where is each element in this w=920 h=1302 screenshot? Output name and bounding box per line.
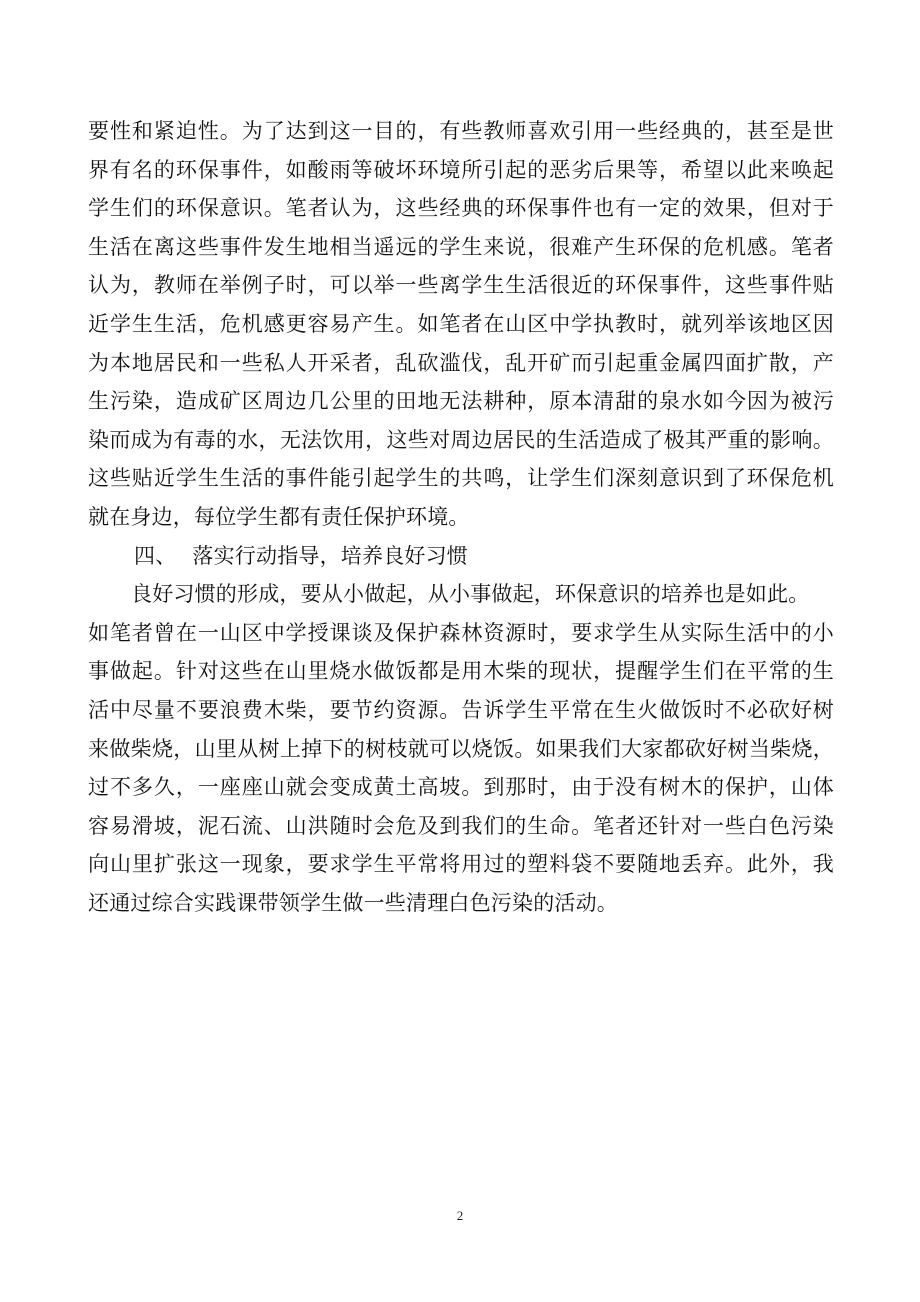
paragraph-line: 近学生生活，危机感更容易产生。如笔者在山区中学执教时，就列举该地区因 — [88, 311, 834, 336]
paragraph-line: 来做柴烧，山里从树上掉下的树枝就可以烧饭。如果我们大家都砍好树当柴烧， — [88, 736, 834, 761]
paragraph-line: 认为，教师在举例子时，可以举一些离学生生活很近的环保事件，这些事件贴 — [88, 273, 834, 298]
paragraph-line: 活中尽量不要浪费木柴，要节约资源。告诉学生平常在生火做饭时不必砍好树 — [88, 697, 834, 722]
body-text — [88, 112, 834, 922]
paragraph-line: 学生们的环保意识。笔者认为，这些经典的环保事件也有一定的效果，但对于 — [88, 196, 834, 221]
paragraph-line: 生污染，造成矿区周边几公里的田地无法耕种，原本清甜的泉水如今因为被污 — [88, 389, 834, 414]
paragraph-line: 容易滑坡，泥石流、山洪随时会危及到我们的生命。笔者还针对一些白色污染 — [88, 813, 834, 838]
paragraph-line: 向山里扩张这一现象，要求学生平常将用过的塑料袋不要随地丢弃。此外，我 — [88, 852, 834, 877]
paragraph-line: 为本地居民和一些私人开采者，乱砍滥伐，乱开矿而引起重金属四面扩散，产 — [88, 350, 834, 375]
paragraph-line: 过不多久，一座座山就会变成黄土高坡。到那时，由于没有树木的保护，山体 — [88, 775, 834, 800]
paragraph-line: 还通过综合实践课带领学生做一些清理白色污染的活动。 — [88, 890, 618, 915]
paragraph-line: 良好习惯的形成，要从小做起，从小事做起，环保意识的培养也是如此。 — [131, 582, 810, 607]
section-heading-number: 四、 — [134, 543, 177, 568]
paragraph-line: 就在身边，每位学生都有责任保护环境。 — [88, 504, 470, 529]
paragraph-line: 事做起。针对这些在山里烧水做饭都是用木柴的现状，提醒学生们在平常的生 — [88, 659, 834, 684]
paragraph-line: 如笔者曾在一山区中学授课谈及保护森林资源时，要求学生从实际生活中的小 — [88, 620, 834, 645]
section-heading-text: 落实行动指导，培养良好习惯 — [192, 543, 469, 568]
paragraph-line: 要性和紧迫性。为了达到这一目的，有些教师喜欢引用一些经典的，甚至是世 — [88, 119, 834, 143]
paragraph-line: 界有名的环保事件，如酸雨等破坏环境所引起的恶劣后果等，希望以此来唤起 — [88, 157, 834, 182]
paragraph-line: 生活在离这些事件发生地相当遥远的学生来说，很难产生环保的危机感。笔者 — [88, 234, 834, 259]
section-heading — [88, 537, 834, 576]
page-number: 2 — [456, 1208, 464, 1223]
paragraph-line: 这些贴近学生生活的事件能引起学生的共鸣，让学生们深刻意识到了环保危机 — [88, 466, 834, 491]
paragraph-line: 染而成为有毒的水，无法饮用，这些对周边居民的生活造成了极其严重的影响。 — [88, 427, 834, 452]
